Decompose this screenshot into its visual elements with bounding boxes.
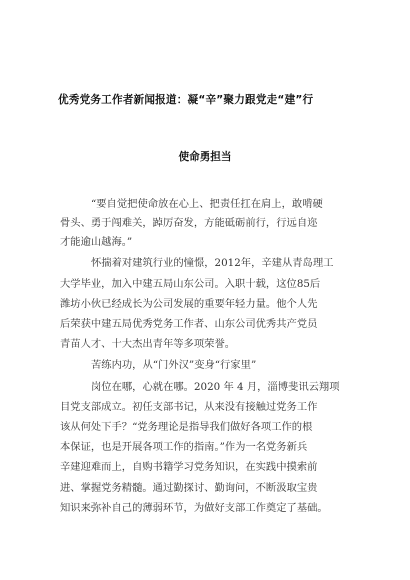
body-line: 后荣获中建五局优秀党务工作者、山东公司优秀共产党员 — [60, 318, 318, 330]
article-subtitle: 使命勇担当 — [178, 151, 232, 163]
body-line: 潍坊小伙已经成长为公司发展的重要年轻力量。他个人先 — [60, 298, 318, 310]
body-line: 怀揣着对建筑行业的憧憬，2012年，辛建从青岛理工 — [91, 257, 334, 269]
body-line: 辛建迎难而上，自购书籍学习党务知识，在实践中摸索前 — [60, 461, 318, 473]
section-heading: 苦练内功，从“门外汉”变身“行家里” — [91, 359, 257, 371]
body-line: “要自觉把使命放在心上、把责任扛在肩上，敢啃硬 — [91, 198, 323, 210]
body-line: 目党支部成立。初任支部书记，从来没有接触过党务工作 — [60, 401, 318, 413]
article-title: 优秀党务工作者新闻报道：凝“辛”聚力跟党走“建”行 — [58, 94, 314, 106]
body-line: 该从何处下手？“党务理论是指导我们做好各项工作的根 — [60, 421, 313, 433]
body-line: 骨头、勇于闯难关，踔厉奋发，方能砥砺前行，行远自迩 — [60, 217, 318, 229]
body-line: 知识来弥补自己的薄弱环节，为做好支部工作奠定了基础。 — [60, 502, 328, 514]
body-line: 岗位在哪，心就在哪。2020 年 4 月，淄博斐讯云翔项 — [91, 381, 340, 393]
body-line: 本保证，也是开展各项工作的指南。”作为一名党务新兵 — [60, 441, 308, 453]
body-line: 才能逾山越海。” — [60, 236, 133, 248]
body-line: 进、掌握党务精髓。通过勤探讨、勤询问，不断汲取宝贵 — [60, 482, 318, 494]
body-line: 大学毕业，加入中建五局山东公司。入职十载，这位85后 — [60, 278, 321, 290]
body-line: 青苗人才、十大杰出青年等多项荣誉。 — [60, 338, 236, 350]
